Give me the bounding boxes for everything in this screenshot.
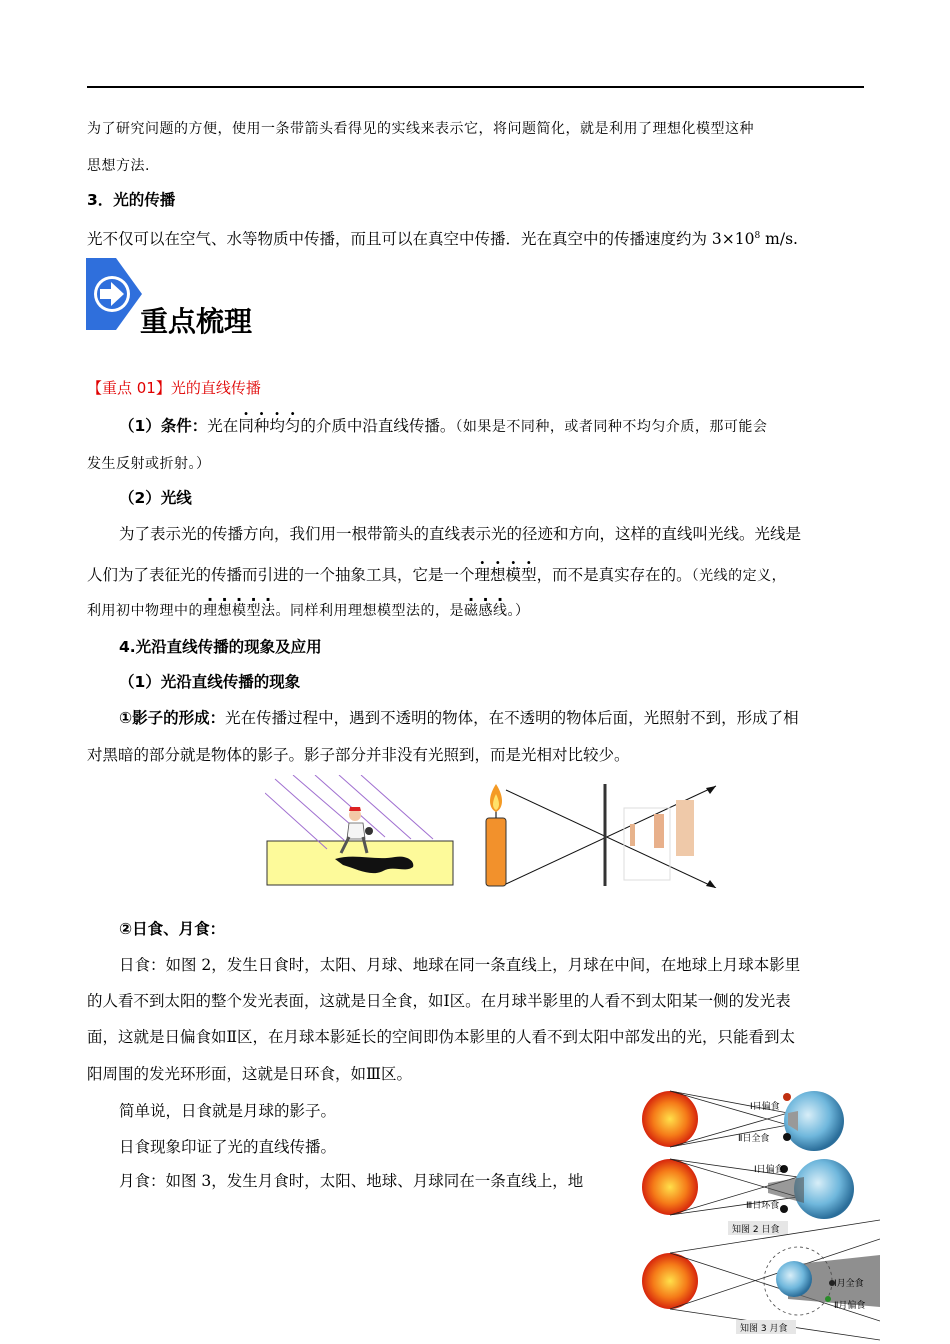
condition-emphasis: 同种均匀 — [238, 417, 301, 435]
svg-text:知图 3 月食: 知图 3 月食 — [740, 1324, 788, 1334]
ray-emphasis-2: 理想模型法 — [203, 603, 276, 619]
svg-text:Ⅱ日全食: Ⅱ日全食 — [738, 1134, 770, 1144]
svg-text:Ⅱ月偏食: Ⅱ月偏食 — [834, 1301, 866, 1311]
pinhole-illustration — [480, 780, 720, 888]
ray-line-1: 为了表示光的传播方向，我们用一根带箭头的直线表示光的径迹和方向，这样的直线叫光线。光线是 — [119, 525, 802, 543]
section3-text: 光不仅可以在空气、水等物质中传播，而且可以在真空中传播．光在真空中的传播速度约为 $3\times 10^8$ m/s. — [87, 230, 798, 249]
banner-arrow-icon — [86, 258, 142, 330]
svg-text:Ⅰ日偏食: Ⅰ日偏食 — [754, 1165, 784, 1175]
section3-title: 3．光的传播 — [87, 191, 176, 209]
condition-note-2: 发生反射或折射。） — [87, 456, 211, 472]
svg-text:知图 2 日食: 知图 2 日食 — [732, 1225, 780, 1235]
svg-text:Ⅰ月全食: Ⅰ月全食 — [834, 1279, 864, 1289]
intro-line-2: 思想方法. — [87, 158, 150, 174]
ray-emphasis-3: 磁感线 — [464, 603, 508, 619]
eclipse-label: ②日食、月食： — [119, 920, 226, 938]
solar-line-2: 的人看不到太阳的整个发光表面，这就是日全食，如Ⅰ区。在月球半影里的人看不到太阳某一侧的发光表 — [87, 992, 791, 1010]
solar-line-3: 面，这就是日偏食如Ⅱ区，在月球本影延长的空间即伪本影里的人看不到太阳中部发出的光，只能看到太 — [87, 1028, 796, 1046]
eclipse-figures — [638, 1085, 880, 1344]
shadow-line-1: ①影子的形成：光在传播过程中，遇到不透明的物体，在不透明的物体后面，光照射不到，形成了相 — [119, 709, 799, 727]
ray-label: （2）光线 — [119, 489, 192, 507]
svg-text:Ⅰ日偏食: Ⅰ日偏食 — [750, 1102, 780, 1112]
ray-line-3: 利用初中物理中的理想模型法。同样利用理想模型法的，是磁感线。） — [87, 603, 530, 619]
header-rule — [87, 86, 864, 88]
condition-line: （1）条件：光在同种均匀的介质中沿直线传播。（如果是不同种，或者同种不均匀介质，那可能会 — [119, 417, 768, 435]
section4-title: 4.光沿直线传播的现象及应用 — [119, 638, 322, 656]
ray-line-2: 人们为了表征光的传播而引进的一个抽象工具，它是一个理想模型，而不是真实存在的。（光线的定义， — [87, 566, 787, 584]
intro-line-1: 为了研究问题的方便，使用一条带箭头看得见的实线来表示它，将问题简化，就是利用了理想化模型这种 — [87, 121, 754, 137]
banner-title: 重点梳理 — [140, 305, 253, 338]
shadow-illustration — [265, 775, 455, 887]
section4-sub1: （1）光沿直线传播的现象 — [119, 673, 301, 691]
solar-line-4: 阳周围的发光环形面，这就是日环食，如Ⅲ区。 — [87, 1065, 412, 1083]
svg-text:Ⅲ日环食: Ⅲ日环食 — [746, 1201, 780, 1211]
lunar-line: 月食：如图 3，发生月食时，太阳、地球、月球同在一条直线上，地 — [119, 1172, 584, 1190]
ray-emphasis-1: 理想模型 — [474, 566, 537, 584]
simple-line: 简单说，日食就是月球的影子。 — [119, 1102, 337, 1120]
solar-line-1: 日食：如图 2，发生日食时，太阳、月球、地球在同一条直线上，月球在中间，在地球上月球本影里 — [119, 956, 801, 974]
proof-line: 日食现象印证了光的直线传播。 — [119, 1138, 337, 1156]
point01-tag: 【重点 01】光的直线传播 — [87, 379, 261, 397]
shadow-line-2: 对黑暗的部分就是物体的影子。影子部分并非没有光照到，而是光相对比较少。 — [87, 746, 630, 764]
